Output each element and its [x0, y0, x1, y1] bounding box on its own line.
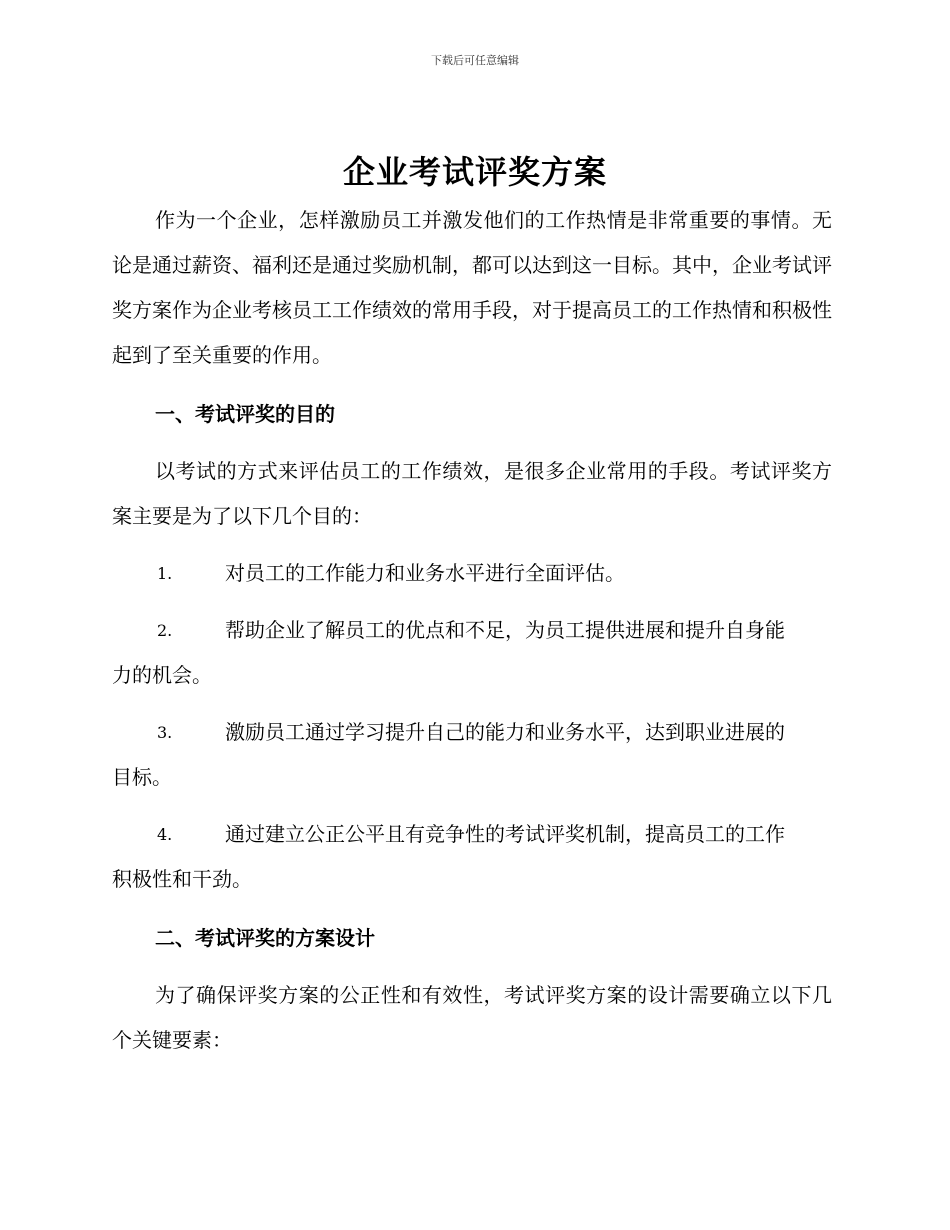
list-item-number: 2.: [157, 621, 173, 640]
list-item: [112, 551, 832, 596]
document-title: 企业考试评奖方案: [342, 153, 607, 191]
list-item-number: 1.: [157, 564, 173, 583]
list-item-text: 通过建立公正公平且有竞争性的考试评奖机制，提高员工的工作: [225, 822, 785, 846]
header-note: 下载后可任意编辑: [431, 54, 519, 67]
list-item-continuation: 目标。: [112, 765, 172, 789]
list-item-continuation: 力的机会。: [112, 663, 212, 687]
section1-paragraph: 以考试的方式来评估员工的工作绩效，是很多企业常用的手段。考试评奖方案主要是为了以下几个目的：: [112, 459, 832, 528]
list-item-text: 对员工的工作能力和业务水平进行全面评估。: [225, 561, 625, 585]
list-item: [112, 812, 832, 902]
list-item: [112, 710, 832, 800]
list-item-text: 帮助企业了解员工的优点和不足，为员工提供进展和提升自身能: [225, 618, 785, 642]
list-item-text: 激励员工通过学习提升自己的能力和业务水平，达到职业进展的: [225, 720, 785, 744]
list-item-continuation: 积极性和干劲。: [112, 867, 252, 891]
section1-heading: 一、考试评奖的目的: [155, 402, 335, 426]
intro-paragraph: 作为一个企业，怎样激励员工并激发他们的工作热情是非常重要的事情。无论是通过薪资、福利还是通过奖励机制，都可以达到这一目标。其中，企业考试评奖方案作为企业考核员工工作绩效的常用手段，对于提高员工的工作热情和积极性起到了至关重要的作用。: [112, 208, 832, 367]
list-item: [112, 608, 832, 698]
list-item-number: 3.: [157, 723, 173, 742]
list-item-number: 4.: [157, 825, 173, 844]
section2-paragraph: 为了确保评奖方案的公正性和有效性，考试评奖方案的设计需要确立以下几个关键要素：: [112, 983, 832, 1052]
section2-heading: 二、考试评奖的方案设计: [155, 926, 375, 950]
